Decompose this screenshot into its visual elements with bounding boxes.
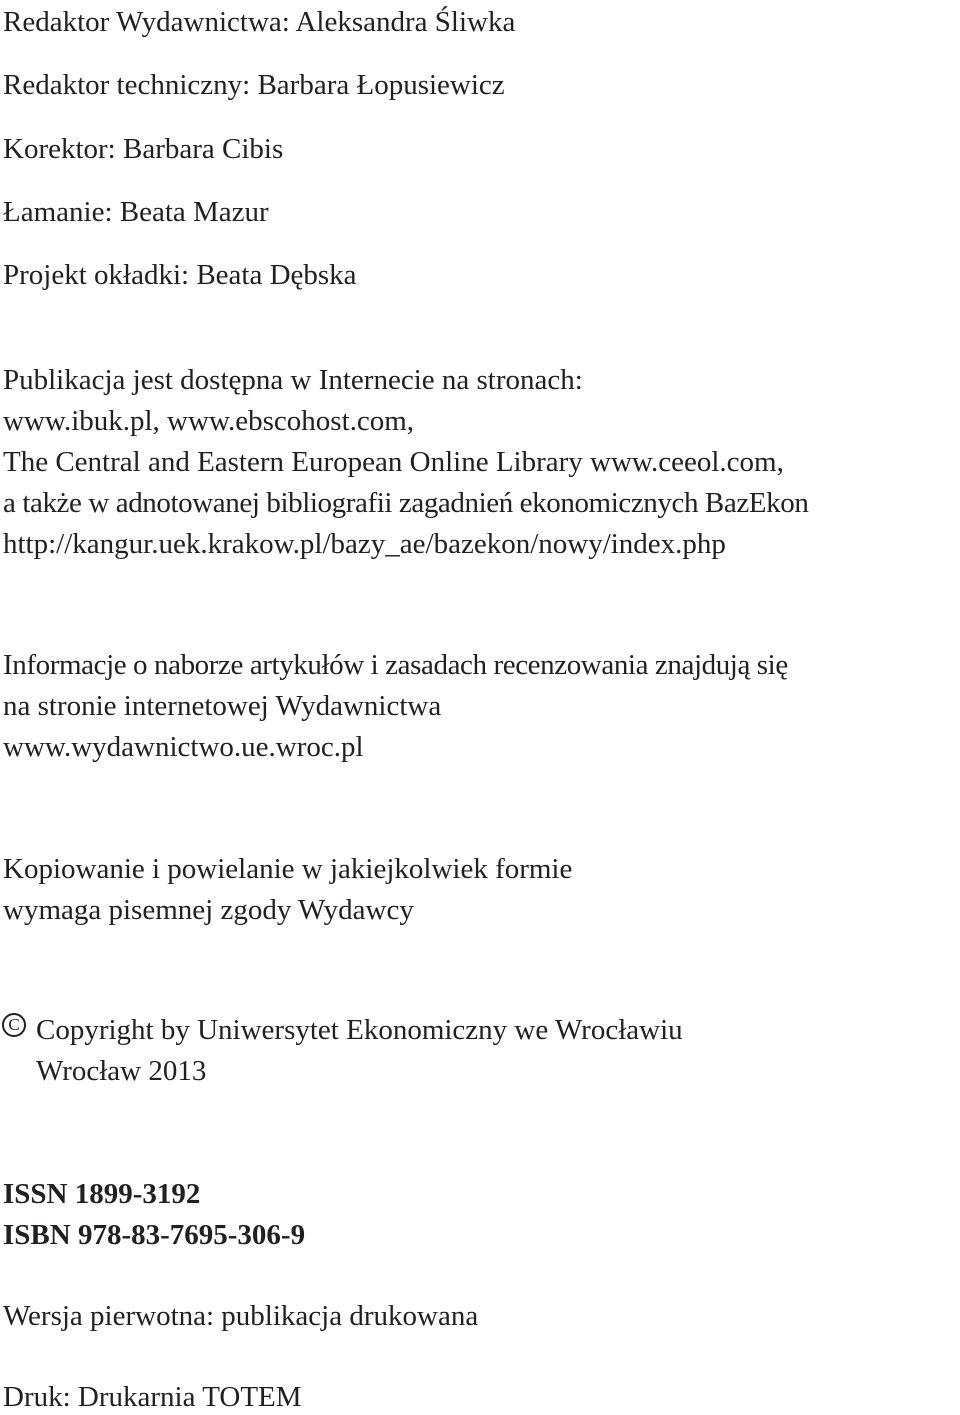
printer-info: Druk: Drukarnia TOTEM [3, 1381, 302, 1413]
review-info-url: www.wydawnictwo.ue.wroc.pl [3, 731, 364, 763]
credit-technical-editor: Redaktor techniczny: Barbara Łopusiewicz [3, 69, 505, 101]
credit-proofreader: Korektor: Barbara Cibis [3, 133, 284, 165]
availability-bazekon: a także w adnotowanej bibliografii zagadnień ekonomicznych BazEkon [3, 487, 809, 519]
review-info-line2: na stronie internetowej Wydawnictwa [3, 690, 442, 722]
availability-sites: www.ibuk.pl, www.ebscohost.com, [3, 405, 415, 437]
edition-info: Wersja pierwotna: publikacja drukowana [3, 1300, 479, 1332]
review-info-line1: Informacje o naborze artykułów i zasadach recenzowania znajdują się [3, 649, 788, 681]
availability-bazekon-url: http://kangur.uek.krakow.pl/bazy_ae/bazekon/nowy/index.php [3, 528, 726, 560]
availability-ceeol: The Central and Eastern European Online Library www.ceeol.com, [3, 446, 784, 478]
isbn: ISBN 978-83-7695-306-9 [3, 1219, 306, 1251]
copyright-icon: C [2, 1013, 26, 1037]
copying-line2: wymaga pisemnej zgody Wydawcy [3, 894, 414, 926]
copyright-line2: Wrocław 2013 [36, 1055, 207, 1087]
issn: ISSN 1899-3192 [3, 1178, 201, 1210]
copying-line1: Kopiowanie i powielanie w jakiejkolwiek formie [3, 853, 573, 885]
credit-editor: Redaktor Wydawnictwa: Aleksandra Śliwka [3, 6, 516, 38]
copyright-line1: Copyright by Uniwersytet Ekonomiczny we Wrocławiu [36, 1014, 683, 1046]
credit-typesetting: Łamanie: Beata Mazur [3, 196, 269, 228]
credit-cover-design: Projekt okładki: Beata Dębska [3, 259, 357, 291]
availability-intro: Publikacja jest dostępna w Internecie na stronach: [3, 364, 583, 396]
